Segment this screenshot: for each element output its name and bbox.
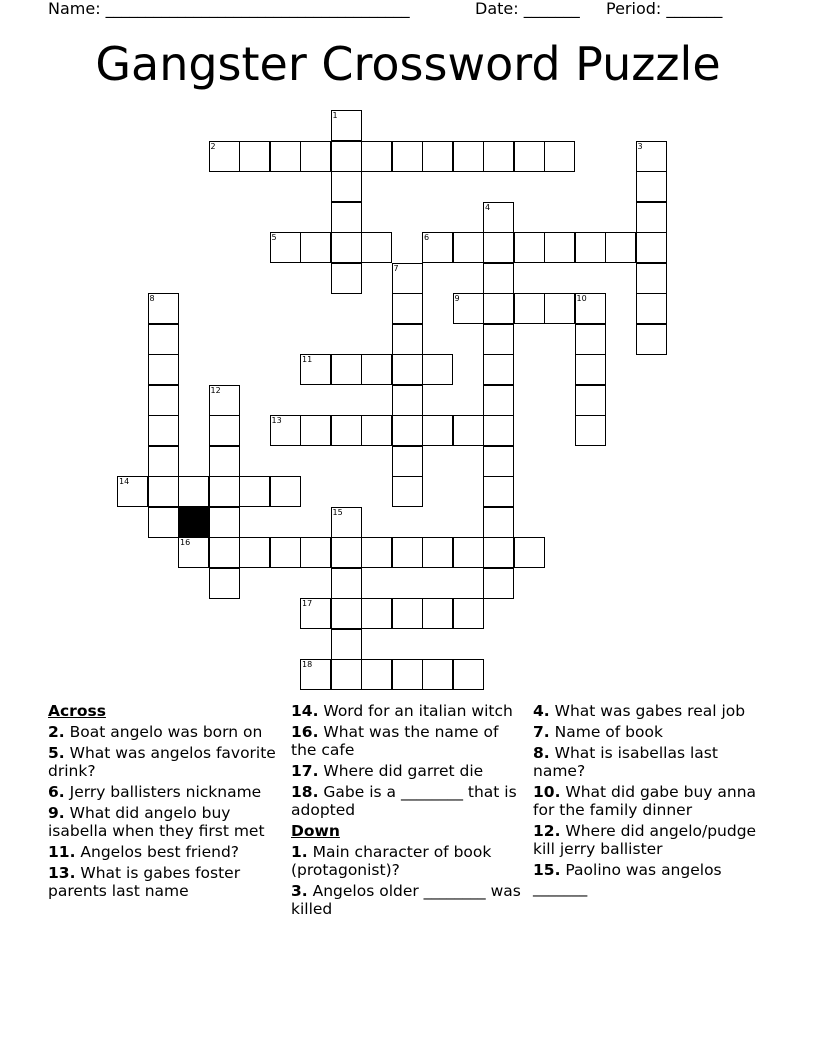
grid-cell[interactable] <box>300 415 331 446</box>
grid-cell[interactable] <box>483 537 514 568</box>
grid-cell[interactable] <box>483 141 514 172</box>
grid-cell[interactable] <box>331 263 362 294</box>
grid-cell[interactable] <box>575 293 606 324</box>
grid-cell[interactable] <box>453 659 484 690</box>
grid-cell[interactable] <box>300 141 331 172</box>
grid-cell[interactable] <box>392 324 423 355</box>
clue-number: 11 <box>302 355 313 364</box>
across-clue-17: 17. Where did garret die <box>291 762 484 780</box>
grid-cell[interactable] <box>392 476 423 507</box>
grid-cell[interactable] <box>209 476 240 507</box>
grid-cell[interactable] <box>331 110 362 141</box>
grid-cell[interactable] <box>148 354 179 385</box>
grid-cell[interactable] <box>483 507 514 538</box>
clue-number: 15 <box>332 507 343 517</box>
clue-number: 18 <box>302 660 313 669</box>
puzzle-title: Gangster Crossword Puzzle <box>95 37 721 91</box>
grid-cell[interactable] <box>636 171 667 202</box>
grid-cell[interactable] <box>331 568 362 599</box>
grid-cell[interactable] <box>544 293 575 324</box>
clue-number: 6 <box>424 233 430 242</box>
period-field[interactable]: Period: _______ <box>606 0 723 18</box>
grid-cell[interactable] <box>361 232 392 263</box>
grid-cell[interactable] <box>514 293 545 324</box>
grid-cell[interactable] <box>575 415 606 446</box>
grid-cell[interactable] <box>544 141 575 172</box>
grid-cell[interactable] <box>331 415 362 446</box>
grid-cell[interactable] <box>453 232 484 263</box>
clue-number: 2 <box>210 141 216 151</box>
clue-number: 3 <box>637 141 643 151</box>
clue-number: 1 <box>332 111 338 120</box>
grid-cell[interactable] <box>239 141 270 172</box>
grid-cell[interactable] <box>422 354 453 385</box>
clues-column-1 <box>48 702 284 903</box>
down-heading: Down <box>291 822 340 840</box>
down-clue-1: 1. Main character of book (protagonist)? <box>291 843 492 879</box>
down-clue-4: 4. What was gabes real job <box>533 702 746 720</box>
grid-cell[interactable] <box>392 354 423 385</box>
grid-cell[interactable] <box>148 446 179 477</box>
grid-cell[interactable] <box>148 415 179 446</box>
grid-cell[interactable] <box>514 141 545 172</box>
across-clue-16: 16. What was the name of the cafe <box>291 723 499 759</box>
clues-column-2 <box>291 702 521 921</box>
grid-cell[interactable] <box>605 232 636 263</box>
grid-cell[interactable] <box>300 537 331 568</box>
clues-column-3 <box>533 702 773 900</box>
across-clue-11: 11. Angelos best friend? <box>48 843 240 861</box>
grid-cell[interactable] <box>575 232 606 263</box>
across-clue-6: 6. Jerry ballisters nickname <box>48 783 262 801</box>
grid-cell[interactable] <box>331 354 362 385</box>
across-clue-5: 5. What was angelos favorite drink? <box>48 744 276 780</box>
clue-number: 8 <box>149 294 155 303</box>
across-clue-9: 9. What did angelo buy isabella when they first met <box>48 804 265 840</box>
grid-cell[interactable] <box>483 568 514 599</box>
grid-cell[interactable] <box>392 263 423 294</box>
grid-cell[interactable] <box>422 232 453 263</box>
grid-cell[interactable] <box>575 385 606 416</box>
grid-cell[interactable] <box>148 293 179 324</box>
grid-cell[interactable] <box>148 385 179 416</box>
clue-number: 5 <box>271 233 277 242</box>
name-field[interactable]: Name: ______________________________________ <box>48 0 410 18</box>
clue-number: 4 <box>485 202 491 212</box>
grid-cell[interactable] <box>361 537 392 568</box>
grid-cell[interactable] <box>422 659 453 690</box>
grid-cell[interactable] <box>483 202 514 233</box>
grid-cell[interactable] <box>636 232 667 263</box>
grid-cell[interactable] <box>270 476 301 507</box>
grid-cell[interactable] <box>483 263 514 294</box>
grid-cell[interactable] <box>483 446 514 477</box>
grid-cell[interactable] <box>148 476 179 507</box>
grid-cell[interactable] <box>331 171 362 202</box>
grid-cell[interactable] <box>209 537 240 568</box>
down-clue-7: 7. Name of book <box>533 723 663 741</box>
grid-cell[interactable] <box>331 537 362 568</box>
grid-cell[interactable] <box>270 141 301 172</box>
grid-cell[interactable] <box>361 141 392 172</box>
grid-cell[interactable] <box>270 232 301 263</box>
grid-cell[interactable] <box>300 354 331 385</box>
across-clue-2: 2. Boat angelo was born on <box>48 723 263 741</box>
black-cell <box>178 507 209 538</box>
grid-cell[interactable] <box>392 598 423 629</box>
clue-number: 12 <box>210 385 221 395</box>
grid-cell[interactable] <box>209 446 240 477</box>
grid-cell[interactable] <box>422 598 453 629</box>
across-heading: Across <box>48 702 106 720</box>
grid-cell[interactable] <box>178 537 209 568</box>
grid-cell[interactable] <box>453 293 484 324</box>
grid-cell[interactable] <box>422 141 453 172</box>
grid-cell[interactable] <box>392 537 423 568</box>
grid-cell[interactable] <box>514 232 545 263</box>
grid-cell[interactable] <box>483 324 514 355</box>
grid-cell[interactable] <box>636 293 667 324</box>
grid-cell[interactable] <box>331 202 362 233</box>
down-clue-3: 3. Angelos older ________ was killed <box>291 882 521 918</box>
grid-cell[interactable] <box>392 141 423 172</box>
grid-cell[interactable] <box>483 385 514 416</box>
down-clue-12: 12. Where did angelo/pudge kill jerry ballister <box>533 822 757 858</box>
grid-cell[interactable] <box>392 293 423 324</box>
grid-cell[interactable] <box>392 446 423 477</box>
grid-cell[interactable] <box>209 415 240 446</box>
grid-cell[interactable] <box>331 659 362 690</box>
clue-number: 16 <box>180 538 191 547</box>
grid-cell[interactable] <box>239 476 270 507</box>
clue-number: 10 <box>576 294 587 303</box>
grid-cell[interactable] <box>636 202 667 233</box>
date-field[interactable]: Date: _______ <box>475 0 580 18</box>
grid-cell[interactable] <box>239 537 270 568</box>
grid-cell[interactable] <box>270 537 301 568</box>
grid-cell[interactable] <box>514 537 545 568</box>
grid-cell[interactable] <box>422 537 453 568</box>
grid-cell[interactable] <box>392 415 423 446</box>
grid-cell[interactable] <box>361 354 392 385</box>
grid-cell[interactable] <box>483 293 514 324</box>
clue-number: 7 <box>393 263 399 273</box>
grid-cell[interactable] <box>453 598 484 629</box>
grid-cell[interactable] <box>422 415 453 446</box>
grid-cell[interactable] <box>453 415 484 446</box>
grid-cell[interactable] <box>331 232 362 263</box>
grid-cell[interactable] <box>270 415 301 446</box>
grid-cell[interactable] <box>148 507 179 538</box>
grid-cell[interactable] <box>483 232 514 263</box>
down-clue-15: 15. Paolino was angelos _______ <box>533 861 722 897</box>
grid-cell[interactable] <box>300 659 331 690</box>
across-clue-13: 13. What is gabes foster parents last name <box>48 864 241 900</box>
grid-cell[interactable] <box>361 598 392 629</box>
grid-cell[interactable] <box>209 568 240 599</box>
grid-cell[interactable] <box>209 141 240 172</box>
grid-cell[interactable] <box>483 476 514 507</box>
grid-cell[interactable] <box>300 232 331 263</box>
grid-cell[interactable] <box>209 507 240 538</box>
grid-cell[interactable] <box>331 629 362 660</box>
grid-cell[interactable] <box>636 141 667 172</box>
grid-cell[interactable] <box>575 324 606 355</box>
grid-cell[interactable] <box>483 415 514 446</box>
down-clue-10: 10. What did gabe buy anna for the family dinner <box>533 783 757 819</box>
grid-cell[interactable] <box>117 476 148 507</box>
grid-cell[interactable] <box>178 476 209 507</box>
grid-cell[interactable] <box>331 598 362 629</box>
across-clue-14: 14. Word for an italian witch <box>291 702 513 720</box>
grid-cell[interactable] <box>361 659 392 690</box>
grid-cell[interactable] <box>331 507 362 538</box>
grid-cell[interactable] <box>392 659 423 690</box>
grid-cell[interactable] <box>483 354 514 385</box>
grid-cell[interactable] <box>361 415 392 446</box>
grid-cell[interactable] <box>453 141 484 172</box>
clue-number: 13 <box>271 416 282 425</box>
clue-number: 14 <box>119 477 130 486</box>
clue-number: 9 <box>454 294 460 303</box>
down-clue-8: 8. What is isabellas last name? <box>533 744 718 780</box>
grid-cell[interactable] <box>300 598 331 629</box>
grid-cell[interactable] <box>636 263 667 294</box>
grid-cell[interactable] <box>331 141 362 172</box>
grid-cell[interactable] <box>453 537 484 568</box>
grid-cell[interactable] <box>209 385 240 416</box>
grid-cell[interactable] <box>575 354 606 385</box>
across-clue-18: 18. Gabe is a ________ that is adopted <box>291 783 517 819</box>
grid-cell[interactable] <box>392 385 423 416</box>
grid-cell[interactable] <box>544 232 575 263</box>
clue-number: 17 <box>302 599 313 608</box>
grid-cell[interactable] <box>148 324 179 355</box>
grid-cell[interactable] <box>636 324 667 355</box>
